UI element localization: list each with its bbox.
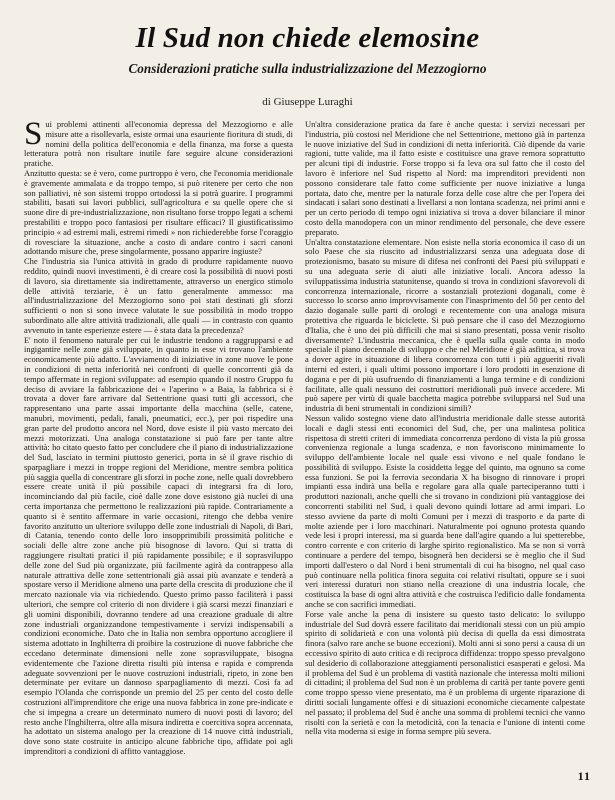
left-column (24, 120, 293, 760)
left-paragraph (24, 120, 293, 169)
right-column (305, 120, 585, 760)
article-title: Il Sud non chiede elemosine (135, 22, 480, 54)
page-number: 11 (577, 769, 591, 783)
article-subtitle: Considerazioni pratiche sulla industrializzazione del Mezzogiorno (128, 61, 487, 76)
article-byline: di Giuseppe Luraghi (262, 96, 353, 108)
left-paragraph: Che l'industria sia l'unica attività in grado di produrre rapidamente nuovo reddito, quindi nuovi investimenti, è di creare così la possibilità di nuovi posti di lavoro, sia direttamente sia indirettamente, attraverso un energico stimolo delle attività terziarie, è un fatto generalmente ammesso: ma all'industrializzazione del Mezzogiorno sono poi stati destinati gli sforzi sufficienti o non si sono invece valutate le sue possibilità in modo troppo subordinato alle altre attività tradizionali, alle quali — in contrasto con quanto avvenuto in tante esperienze estere — è stata data la precedenza? (24, 256, 293, 335)
left-paragraph-text: ui problemi attinenti all'economia depressa del Mezzogiorno e alle misure atte a risollevarla, esiste ormai una esauriente fioritura di studi, di nomini della politica dell'economia e della finanza, ma forse a questa letteratura potrà non risultare inutile fare seguire alcune considerazioni pratiche. (24, 120, 293, 169)
drop-cap: S (24, 120, 43, 152)
left-paragraph: Anzitutto questa: se è vero, come purtroppo è vero, che l'economia meridionale è gravemente ammalata e da troppo tempo, si può ritenere per certo che non son palliativi, nè son sistemi troppo ortodossi la si potrà guarire. I programmi stabiliti, basati sui lavori pubblici, sull'agricoltura e su quelle opere che si suone dire di pre-industrializzazione, non risultano forse troppo legati a schemi prestabiliti e troppo poco fantasiosi per risultare efficaci? Il giustificatissimo principio « ad estremi mali, estremi rimedi » non richiederebbe forse l'coraggio di rovesciare la situazione, anche a costo di andare contro i sacri canoni adottando misure che, prese singolarmente, possano apparire ingiuste? (24, 167, 293, 257)
right-paragraph: Forse vale anche la pena di insistere su questo tasto delicato: lo sviluppo industriale del Sud dovrà essere facilitato dai meridionali stessi con un più ampio spirito di solidarietà e con una volontà più decisa di quella da essi dimostrata finora (salvo rare anche se buone eccezioni). Molti anni si sono persi a causa di un eccessivo spirito di auto critica e di reciproca diffidenza: troppo spesso prevalgono sul desiderio di collaborazione atteggiamenti personalistici esasperati e gelosi. Ma il problema del Sud è un problema di vastità nazionale che interessa molti milioni di cittadini; il problema del Sud non è un problema di carità per tante povere genti come troppo spesso viene presentato, ma è un problema di urgente riparazione di diritti sociali lungamente offesi e di situazioni economiche ciecamente calpestate nel passato; il problema del Sud è anche una somma di problemi tecnici che vanno risolti con la serietà e con la metodicità, con la tenacia e l'unione di intenti come nella vita moderna si esige in forma sempre più severa. (305, 608, 585, 737)
right-paragraph: Un'altra constatazione elementare. Non esiste nella storia economica il caso di un solo Paese che sia riuscito ad industrializzarsi senza una adeguata dose di protezionismo, basato su misure di difesa nei confronti dei Paesi più sviluppati e su una adeguata serie di aiuti alle iniziative locali. Ancora adesso la sviluppatissima industria statunitense, quando si trova in condizioni sfavorevoli di concorrenza internazionale, ricorre a sostanziali protezioni doganali, come è successo lo scorso anno improvvisamente con l'inasprimento del 50 per cento del dazio doganale sulle parti di orologi e recentemente con una analoga misura protettiva che riguarda le biciclette. Si può pensare che il caso del Mezzogiorno d'Italia, che è uno dei più difficili che mai si siano presentati, possa venir risolto diversamente? L'industria meccanica, che è quella sulla quale conta in modo speciale il piano decennale di sviluppo e che nel Meridione è già asfittica, si trova a dover agire in situazione di libera concorrenza con tutti i più aggueriti rivali interni ed esteri, i quali ultimi possono importare i loro prodotti in esenzione di dogana e per di più usufruendo di finanziamenti a lunga termine e di condizioni facilitate, alle quali nessuno dei costruttori meridionali può invece accedere. Mi può sapere per virtù di quale bacchetta magica potrebbe svilupparsi nel Sud una industria di beni strumentali in condizioni simili? (305, 236, 585, 414)
right-paragraph: Un'altra considerazione pratica da fare è anche questa: i servizi necessari per l'industria, più costosi nel Meridione che nel Settentrione, mettono già in partenza le nuove iniziative del Sud in condizioni di netta inferiorità. Ciò dipende da varie ragioni, tutte valide, ma il fatto esiste e costituisce una grave remora soprattutto per alcuni tipi di industrie. Forse troppo si fa leva ora sul fatto che il costo del lavoro è inferiore nel Sud rispetto al Nord: ma imprenditori previdenti non possono considerare tale fatto come sufficiente per nuove iniziative a lunga portata, dato che, mentre per la naturale forza delle cose altre che per l'opera dei sindacati i salari sono destinati a livellarsi a non lontana scadenza, nei primi anni e per un certo periodo di tempo ogni iniziativa si trova a dover bilanciare il minor costo della manodopera con un minor rendimento del personale, che deve essere preparato. (305, 120, 585, 237)
left-paragraph: E' noto il fenomeno naturale per cui le industrie tendono a raggrupparsi e ad ingigantire nelle zone già sviluppate, in quanto in esse vi trovano l'ambiente economicamente più adatto. L'avviamento di iniziative in zone nuove le pone in condizioni di netta inferiorità nei confronti di quelle concorrenti già da tempo affermate in regioni sviluppate: ad esempio quando il nostro Gruppo fu deciso di avviare la fabbricazione dei « l'aperino » a Baia, la fabbrica si è trovata a dover fare arrivare dal Settentrione quasi tutti gli accessori, che rappresentano una parte assai importante della macchina (selle, catene, manubri, movimenti, pedali, fanali, pneumatici, ecc.), per poi rispedire una gran parte del prodotto ancora nel Nord, dove esiste il più vasto mercato dei mezzi motorizzati. Una analoga constatazione si può fare per tante altre attività: ho citato questo fatto per concludere che il piano di industrializzazione del Sud, lasciato in termini piuttosto generici, porta in sè il grave rischio di sparpagliare i mezzi in troppe regioni del Meridione, mentre sembra politica più saggia quella di concentrare gli sforzi in poche zone, nelle quali dovrebbero essere create unità il più possibile capaci di integrarsi fra di loro, incominciando dal più facile, cioè dalle zone dove esistono già nuclei di una certa importanza che permettono le realizzazioni più rapide. Contrariamente a quanto si è sentito affermare in varie occasioni, ritengo che debba venire favorito anzitutto un ulteriore sviluppo delle zone industriali di Napoli, di Bari, di Catania, tenendo conto delle loro insopprimibili prossimità politiche e sociali delle altre zone anche più bisognose di lavoro. Qui si tratta di raggiungere risultati pratici il più rapidamente possibile; e il soprasviluppo delle zone del Sud più organizzate, più facilmente agirà da contrappeso alla naturale attrattiva delle zone settentrionali già assai più avanzate e tenderà a spostare verso il Meridione almeno una parte della crescita di produzione che il mercato nazionale via via richiedendo. Questo primo passo faciliterà i passi ulteriori, che sempre col criterio di non dividere i già scarsi mezzi finanziari e gli uomini disponibili, dovranno tendere ad una creazione graduale di altre zone industriali organizzandone tempestivamente i servizi indispensabili a condizioni economiche. Dato che in Italia non sembra opportuno accogliere il sistema adottato in Inghilterra di proibire la costruzione di nuove fabbriche che eccedano determinate dimensioni nelle zone soprasviluppate, bisogna evidentemente che l'azione diretta risulti più intensa e rapida e comprenda adeguate sovvenzioni per le nuove costruzioni industriali, ripeto, in zone ben determinate per evitare un dannoso sparpagliamento di mezzi. Così fa ad esempio l'Olanda che corrisponde un premio del 25 per cento del costo delle costruzioni all'imprenditore che erige una nuova fabbrica in zone pre-indicate e che si impegna a creare un determinato numero di nuovi posti di lavoro; del resto anche l'Inghilterra, oltre alla misura indiretta e coercitiva sopra accennata, ha adottato un sistema analogo per la creazione di 14 nuove città industriali, dove sono state costruite in anticipo alcune fabbriche tipo, affidate poi agli imprenditori a condizioni di affitto vantaggiose. (24, 334, 293, 756)
right-paragraph: Nessun valido sostegno viene dato all'industria meridionale dalle stesse autorità locali e dagli stessi enti economici del Sud, che, per una malintesa politica rispettosa di stretti criteri di immediata concorrenza perdono di vista la più grossa convenienza regionale a lunga scadenza, e non favoriscono minimamente lo sviluppo dell'ambiente locale nel quale essi vivono e nel quale fondano le possibilità di sviluppo. Esiste la cosiddetta legge del quinto, ma ognuno sa come essa funzioni. Se poi la ferrovia secondaria X ha bisogno di rinnovare i propri impianti essa indirà una bella e regolare gara alla quale parteciperanno tutti i produttori nazionali, anche quelli che si trovano in condizioni più vantaggiose dei concorrenti stabiliti nel Sud, i quali devono quindi lottare ad armi impari. Lo stesso avviene da parte di molti Comuni per i mezzi di trasporto e da parte di molte aziende per i loro macchinari. Naturalmente poi ognuno protesta quando vede lesi i propri interessi, ma si guarda bene dall'agire quando a lui spetterebbe, contro corrente e con criterio di larghe spirito regionalistico. Ma se non si vorrà continuare a perdere del tempo, bisognerà ben decidersi se è meglio che il Sud importi dall'estero o dal Nord i beni strumentali di cui ha bisogno, nel qual caso può continuare nella politica finora seguita coi relativi risultati, oppure se i suoi veri interessi duraturi non stiano nella creazione di una industria locale, che costituisca la base di ogni altra attività e che costruisca l'edificio dalle fondamenta anche se con sacrifici immediati. (305, 412, 585, 610)
